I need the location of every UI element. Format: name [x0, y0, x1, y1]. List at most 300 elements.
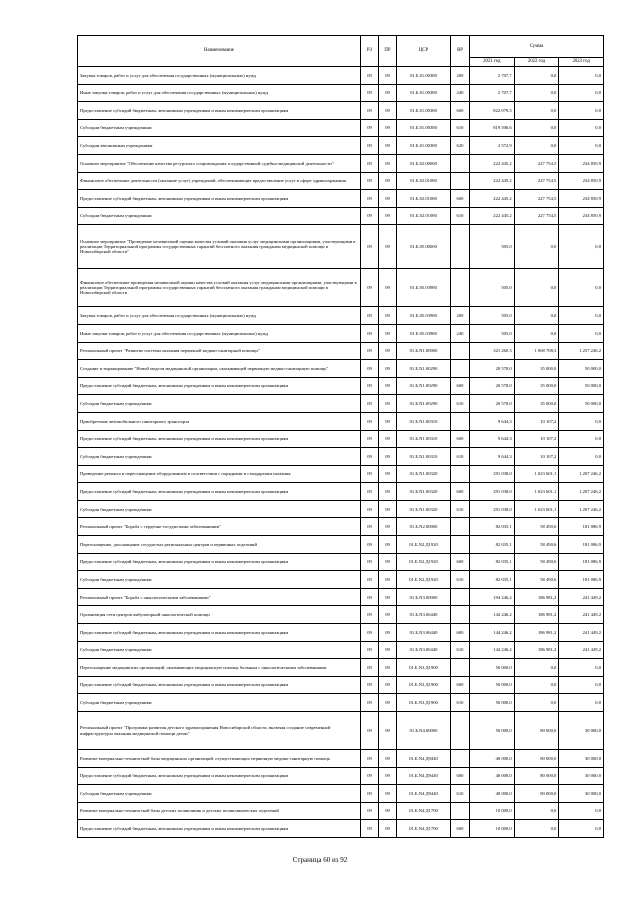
cell-rz: 09 — [361, 624, 379, 642]
cell-vr — [451, 518, 470, 536]
cell-sum-2023: 241 449,2 — [559, 606, 604, 624]
cell-vr — [451, 588, 470, 606]
cell-vr — [451, 465, 470, 483]
cell-sum-2021: 20 578,0 — [470, 395, 515, 413]
cell-csr: 01.Б.N3.Д1900 — [397, 694, 451, 712]
cell-sum-2023: 1 207 246,2 — [559, 500, 604, 518]
cell-vr: 240 — [451, 84, 470, 102]
cell-sum-2023: 50 000,0 — [559, 360, 604, 378]
cell-sum-2021: 144 246,2 — [470, 624, 515, 642]
cell-vr: 600 — [451, 483, 470, 501]
cell-rz: 09 — [361, 84, 379, 102]
cell-rz: 09 — [361, 483, 379, 501]
cell-sum-2022: 10 107,2 — [514, 412, 559, 430]
table-row — [78, 694, 604, 712]
cell-vr: 610 — [451, 119, 470, 137]
cell-name: Региональный проект "Борьба с сердечно-сосудистыми заболеваниями" — [78, 518, 361, 536]
cell-csr: 01.Б.N4.Д1700 — [397, 820, 451, 838]
cell-name: Субсидии бюджетным учреждениям — [78, 119, 361, 137]
cell-name: Субсидии бюджетным учреждениям — [78, 641, 361, 659]
table-row — [78, 412, 604, 430]
cell-sum-2023: 50 000,0 — [559, 395, 604, 413]
cell-vr: 610 — [451, 641, 470, 659]
cell-pr: 09 — [379, 676, 397, 694]
cell-sum-2021: 822 079,5 — [470, 102, 515, 120]
cell-sum-2023: 0,0 — [559, 324, 604, 342]
cell-sum-2021: 505,0 — [470, 269, 515, 307]
cell-pr: 09 — [379, 84, 397, 102]
cell-pr: 09 — [379, 536, 397, 554]
cell-pr: 09 — [379, 767, 397, 785]
cell-sum-2023: 0,0 — [559, 412, 604, 430]
cell-sum-2022: 10 107,2 — [514, 430, 559, 448]
cell-sum-2023: 0,0 — [559, 84, 604, 102]
cell-pr: 09 — [379, 154, 397, 172]
table-body — [78, 67, 604, 838]
cell-sum-2022: 0,0 — [514, 84, 559, 102]
cell-csr: 01.Б.02.00000 — [397, 154, 451, 172]
cell-sum-2023: 0,0 — [559, 67, 604, 85]
cell-csr: 01.Б.N1.00320 — [397, 483, 451, 501]
cell-sum-2021: 222 445,2 — [470, 190, 515, 208]
cell-csr: 01.Б.N1.00310 — [397, 412, 451, 430]
cell-sum-2022: 10 107,2 — [514, 448, 559, 466]
cell-sum-2022: 186 981,2 — [514, 606, 559, 624]
col-header-name: Наименование — [78, 36, 361, 67]
table-row — [78, 820, 604, 838]
table-row — [78, 624, 604, 642]
cell-rz: 09 — [361, 154, 379, 172]
cell-name: Субсидии бюджетным учреждениям — [78, 395, 361, 413]
cell-sum-2023: 0,0 — [559, 820, 604, 838]
cell-sum-2021: 82 035,1 — [470, 571, 515, 589]
cell-name: Региональный проект "Программа развития детского здравоохранения Новосибирской области, включая создание современной инфраструктуры оказания медицинской помощи детям" — [78, 712, 361, 750]
table-row — [78, 324, 604, 342]
cell-sum-2021: 50 000,0 — [470, 712, 515, 750]
cell-pr: 09 — [379, 500, 397, 518]
cell-sum-2023: 0,0 — [559, 269, 604, 307]
cell-sum-2023: 234 850,9 — [559, 172, 604, 190]
cell-pr: 09 — [379, 518, 397, 536]
cell-pr: 09 — [379, 712, 397, 750]
cell-rz: 09 — [361, 225, 379, 269]
cell-pr: 09 — [379, 360, 397, 378]
table-row — [78, 430, 604, 448]
cell-name: Предоставление субсидий бюджетным, автономным учреждениям и иным некоммерческим организациям — [78, 553, 361, 571]
cell-rz: 09 — [361, 465, 379, 483]
cell-rz: 09 — [361, 802, 379, 820]
budget-table — [77, 35, 604, 838]
table-row — [78, 571, 604, 589]
cell-rz: 09 — [361, 606, 379, 624]
cell-pr: 09 — [379, 190, 397, 208]
cell-vr: 610 — [451, 500, 470, 518]
cell-sum-2021: 10 000,0 — [470, 820, 515, 838]
budget-table-container — [77, 35, 604, 838]
cell-sum-2023: 0,0 — [559, 659, 604, 677]
cell-sum-2023: 0,0 — [559, 694, 604, 712]
cell-sum-2021: 2 707,7 — [470, 67, 515, 85]
cell-sum-2022: 80 000,0 — [514, 767, 559, 785]
cell-sum-2023: 30 000,0 — [559, 750, 604, 768]
cell-csr: 01.Б.N1.00290 — [397, 360, 451, 378]
cell-rz: 09 — [361, 102, 379, 120]
cell-csr: 01.Б.N4.Д1700 — [397, 802, 451, 820]
cell-vr — [451, 269, 470, 307]
table-row — [78, 606, 604, 624]
cell-vr — [451, 342, 470, 360]
cell-rz: 09 — [361, 767, 379, 785]
table-header — [78, 36, 604, 67]
cell-sum-2022: 35 000,0 — [514, 395, 559, 413]
cell-sum-2021: 50 000,0 — [470, 659, 515, 677]
table-row — [78, 448, 604, 466]
cell-sum-2022: 0,0 — [514, 269, 559, 307]
table-row — [78, 119, 604, 137]
cell-sum-2022: 227 754,5 — [514, 190, 559, 208]
cell-vr — [451, 712, 470, 750]
cell-csr: 01.Б.N4.Д9440 — [397, 767, 451, 785]
cell-sum-2023: 0,0 — [559, 430, 604, 448]
table-row — [78, 641, 604, 659]
cell-sum-2021: 10 000,0 — [470, 802, 515, 820]
cell-name: Проведение ремонта и переоснащение оборудованием в соответствии с порядками и стандартами оказания — [78, 465, 361, 483]
table-row — [78, 67, 604, 85]
cell-sum-2023: 0,0 — [559, 448, 604, 466]
cell-sum-2021: 9 644,3 — [470, 412, 515, 430]
cell-pr: 09 — [379, 483, 397, 501]
cell-sum-2022: 0,0 — [514, 324, 559, 342]
cell-rz: 09 — [361, 137, 379, 155]
cell-pr: 09 — [379, 102, 397, 120]
cell-sum-2023: 50 000,0 — [559, 377, 604, 395]
cell-sum-2022: 58 490,6 — [514, 518, 559, 536]
cell-sum-2023: 0,0 — [559, 307, 604, 325]
cell-sum-2021: 2 707,7 — [470, 84, 515, 102]
cell-pr: 09 — [379, 750, 397, 768]
cell-pr: 09 — [379, 553, 397, 571]
cell-sum-2022: 35 000,0 — [514, 377, 559, 395]
cell-vr — [451, 172, 470, 190]
cell-sum-2022: 1 068 708,3 — [514, 342, 559, 360]
cell-sum-2021: 144 246,2 — [470, 641, 515, 659]
cell-vr: 600 — [451, 553, 470, 571]
cell-csr: 01.Б.01.00380 — [397, 119, 451, 137]
cell-rz: 09 — [361, 518, 379, 536]
cell-sum-2022: 1 023 601,1 — [514, 500, 559, 518]
page-number: Страница 60 из 92 — [292, 856, 348, 864]
cell-vr — [451, 360, 470, 378]
cell-rz: 09 — [361, 785, 379, 803]
cell-rz: 09 — [361, 395, 379, 413]
cell-sum-2021: 291 038,0 — [470, 465, 515, 483]
cell-sum-2021: 40 000,0 — [470, 785, 515, 803]
cell-name: Финансовое обеспечение проведения независимой оценки качества условий оказания услуг медицинскими организациями, участвующими в реализации Территориальной программы государственных гарантий бесплатного оказания гражданам медицинской помощи в Новосибирской области — [78, 269, 361, 307]
cell-rz: 09 — [361, 119, 379, 137]
cell-csr: 01.Б.N2.Д1920 — [397, 536, 451, 554]
cell-name: Предоставление субсидий бюджетным, автономным учреждениям и иным некоммерческим организациям — [78, 377, 361, 395]
table-row — [78, 553, 604, 571]
col-header-pr: ПР — [379, 36, 397, 67]
cell-sum-2023: 181 086,9 — [559, 571, 604, 589]
cell-vr: 600 — [451, 767, 470, 785]
cell-sum-2023: 241 449,2 — [559, 641, 604, 659]
cell-sum-2022: 1 023 601,1 — [514, 483, 559, 501]
cell-name: Предоставление субсидий бюджетным, автономным учреждениям и иным некоммерческим организациям — [78, 102, 361, 120]
cell-sum-2022: 58 490,6 — [514, 571, 559, 589]
cell-pr: 09 — [379, 172, 397, 190]
cell-pr: 09 — [379, 624, 397, 642]
cell-sum-2022: 0,0 — [514, 102, 559, 120]
cell-sum-2021: 82 035,1 — [470, 553, 515, 571]
cell-pr: 09 — [379, 269, 397, 307]
cell-sum-2022: 227 754,5 — [514, 172, 559, 190]
cell-vr — [451, 659, 470, 677]
cell-vr: 620 — [451, 137, 470, 155]
cell-vr — [451, 225, 470, 269]
table-row — [78, 536, 604, 554]
cell-sum-2021: 9 644,3 — [470, 430, 515, 448]
cell-rz: 09 — [361, 500, 379, 518]
cell-rz: 09 — [361, 820, 379, 838]
cell-vr: 600 — [451, 102, 470, 120]
table-row — [78, 659, 604, 677]
cell-sum-2021: 20 578,0 — [470, 360, 515, 378]
cell-name: Иные закупки товаров, работ и услуг для обеспечения государственных (муниципальных) нужд — [78, 324, 361, 342]
cell-rz: 09 — [361, 448, 379, 466]
cell-sum-2023: 30 000,0 — [559, 712, 604, 750]
cell-sum-2021: 505,0 — [470, 307, 515, 325]
col-header-csr: ЦСР — [397, 36, 451, 67]
cell-rz: 09 — [361, 412, 379, 430]
cell-vr — [451, 536, 470, 554]
cell-sum-2022: 80 000,0 — [514, 785, 559, 803]
cell-vr — [451, 412, 470, 430]
cell-rz: 09 — [361, 553, 379, 571]
cell-rz: 09 — [361, 659, 379, 677]
cell-name: Региональный проект "Борьба с онкологическими заболеваниями" — [78, 588, 361, 606]
cell-sum-2022: 58 490,6 — [514, 553, 559, 571]
cell-pr: 09 — [379, 641, 397, 659]
cell-pr: 09 — [379, 659, 397, 677]
cell-csr: 01.Б.N1.00310 — [397, 448, 451, 466]
cell-sum-2022: 0,0 — [514, 802, 559, 820]
table-row — [78, 172, 604, 190]
cell-name: Предоставление субсидий бюджетным, автономным учреждениям и иным некоммерческим организациям — [78, 820, 361, 838]
cell-pr: 09 — [379, 67, 397, 85]
cell-vr: 610 — [451, 694, 470, 712]
cell-sum-2023: 0,0 — [559, 802, 604, 820]
cell-pr: 09 — [379, 377, 397, 395]
cell-name: Закупка товаров, работ и услуг для обеспечения государственных (муниципальных) нужд — [78, 67, 361, 85]
cell-name: Субсидии бюджетным учреждениям — [78, 571, 361, 589]
cell-rz: 09 — [361, 571, 379, 589]
cell-sum-2021: 50 000,0 — [470, 694, 515, 712]
cell-name: Субсидии бюджетным учреждениям — [78, 500, 361, 518]
cell-sum-2022: 80 000,0 — [514, 750, 559, 768]
cell-csr: 01.Б.N3.06440 — [397, 624, 451, 642]
cell-pr: 09 — [379, 395, 397, 413]
cell-csr: 01.Б.N4.00000 — [397, 712, 451, 750]
cell-rz: 09 — [361, 676, 379, 694]
cell-sum-2023: 0,0 — [559, 225, 604, 269]
table-row — [78, 137, 604, 155]
cell-name: Субсидии бюджетным учреждениям — [78, 785, 361, 803]
cell-vr: 600 — [451, 624, 470, 642]
cell-sum-2023: 1 207 246,2 — [559, 483, 604, 501]
cell-name: Закупка товаров, работ и услуг для обеспечения государственных (муниципальных) нужд — [78, 307, 361, 325]
cell-sum-2022: 35 000,0 — [514, 360, 559, 378]
table-row — [78, 269, 604, 307]
cell-pr: 09 — [379, 448, 397, 466]
cell-sum-2023: 181 086,9 — [559, 536, 604, 554]
table-row — [78, 483, 604, 501]
cell-rz: 09 — [361, 307, 379, 325]
cell-sum-2023: 234 850,9 — [559, 154, 604, 172]
table-row — [78, 377, 604, 395]
cell-pr: 09 — [379, 324, 397, 342]
cell-sum-2022: 186 981,2 — [514, 641, 559, 659]
cell-rz: 09 — [361, 377, 379, 395]
cell-pr: 09 — [379, 342, 397, 360]
cell-sum-2022: 0,0 — [514, 67, 559, 85]
cell-csr: 01.Б.N1.00320 — [397, 465, 451, 483]
cell-rz: 09 — [361, 67, 379, 85]
cell-sum-2023: 234 850,9 — [559, 207, 604, 225]
cell-sum-2023: 1 257 246,2 — [559, 342, 604, 360]
cell-pr: 09 — [379, 430, 397, 448]
cell-csr: 01.Б.05.03980 — [397, 269, 451, 307]
cell-vr: 240 — [451, 324, 470, 342]
cell-name: Создание и тиражирование "Новой модели медицинской организации, оказывающей первичную медико-санитарную помощь" — [78, 360, 361, 378]
cell-csr: 01.Б.N2.Д1920 — [397, 553, 451, 571]
cell-sum-2022: 0,0 — [514, 225, 559, 269]
cell-name: Предоставление субсидий бюджетным, автономным учреждениям и иным некоммерческим организациям — [78, 190, 361, 208]
cell-pr: 09 — [379, 694, 397, 712]
cell-sum-2023: 181 086,9 — [559, 553, 604, 571]
cell-sum-2022: 0,0 — [514, 694, 559, 712]
cell-vr — [451, 154, 470, 172]
cell-pr: 09 — [379, 606, 397, 624]
table-row — [78, 785, 604, 803]
cell-vr — [451, 606, 470, 624]
cell-csr: 01.Б.N2.00000 — [397, 518, 451, 536]
cell-vr: 610 — [451, 448, 470, 466]
cell-sum-2022: 0,0 — [514, 659, 559, 677]
cell-rz: 09 — [361, 430, 379, 448]
cell-pr: 09 — [379, 802, 397, 820]
cell-vr: 600 — [451, 190, 470, 208]
cell-csr: 01.Б.N4.Д9440 — [397, 785, 451, 803]
cell-rz: 09 — [361, 641, 379, 659]
col-header-2022: 2022 год — [514, 58, 559, 67]
cell-vr — [451, 750, 470, 768]
table-row — [78, 500, 604, 518]
cell-sum-2022: 227 754,5 — [514, 154, 559, 172]
col-header-rz: РЗ — [361, 36, 379, 67]
cell-name: Переоснащение медицинских организаций, оказывающих медицинскую помощь больным с онкологическими заболеваниями — [78, 659, 361, 677]
cell-csr: 01.Б.01.00380 — [397, 84, 451, 102]
cell-vr: 600 — [451, 430, 470, 448]
cell-vr: 610 — [451, 785, 470, 803]
cell-sum-2021: 9 644,3 — [470, 448, 515, 466]
cell-name: Развитие материально-технической базы медицинских организаций, осуществляющих первичную медико-санитарную помощь — [78, 750, 361, 768]
header-row-1 — [78, 36, 604, 58]
cell-name: Субсидии бюджетным учреждениям — [78, 448, 361, 466]
table-row — [78, 154, 604, 172]
cell-csr: 01.Б.N1.00000 — [397, 342, 451, 360]
cell-sum-2022: 0,0 — [514, 137, 559, 155]
cell-sum-2021: 321 260,3 — [470, 342, 515, 360]
cell-name: Приобретение автомобильного санитарного транспорта — [78, 412, 361, 430]
cell-sum-2022: 186 981,2 — [514, 588, 559, 606]
cell-name: Переоснащение, дооснащение сосудистых региональных центров и первичных отделений — [78, 536, 361, 554]
cell-rz: 09 — [361, 588, 379, 606]
cell-sum-2021: 194 246,2 — [470, 588, 515, 606]
table-row — [78, 676, 604, 694]
cell-csr: 01.Б.N1.00290 — [397, 395, 451, 413]
table-row — [78, 207, 604, 225]
table-row — [78, 395, 604, 413]
cell-pr: 09 — [379, 571, 397, 589]
cell-rz: 09 — [361, 207, 379, 225]
cell-name: Субсидии автономным учреждениям — [78, 137, 361, 155]
table-row — [78, 802, 604, 820]
cell-rz: 09 — [361, 172, 379, 190]
cell-rz: 09 — [361, 342, 379, 360]
cell-sum-2021: 505,0 — [470, 225, 515, 269]
col-header-2023: 2023 год — [559, 58, 604, 67]
cell-csr: 01.Б.N1.00290 — [397, 377, 451, 395]
cell-pr: 09 — [379, 225, 397, 269]
cell-name: Развитие материально-технической базы детских поликлиник и детских поликлинических отделений — [78, 802, 361, 820]
cell-name: Финансовое обеспечение деятельности (оказание услуг) учреждений, обеспечивающих предоставление услуг в сфере здравоохранения — [78, 172, 361, 190]
cell-sum-2022: 1 023 601,1 — [514, 465, 559, 483]
cell-csr: 01.Б.N3.06440 — [397, 641, 451, 659]
cell-sum-2022: 186 981,2 — [514, 624, 559, 642]
cell-name: Региональный проект "Развитие системы оказания первичной медико-санитарной помощи" — [78, 342, 361, 360]
cell-pr: 09 — [379, 119, 397, 137]
cell-rz: 09 — [361, 712, 379, 750]
table-row — [78, 190, 604, 208]
cell-sum-2021: 291 038,0 — [470, 500, 515, 518]
cell-sum-2021: 82 035,1 — [470, 536, 515, 554]
table-row — [78, 465, 604, 483]
col-header-vr: ВР — [451, 36, 470, 67]
cell-sum-2021: 144 246,2 — [470, 606, 515, 624]
cell-sum-2023: 1 207 246,2 — [559, 465, 604, 483]
cell-sum-2021: 40 000,0 — [470, 767, 515, 785]
cell-name: Предоставление субсидий бюджетным, автономным учреждениям и иным некоммерческим организациям — [78, 676, 361, 694]
col-header-2021: 2021 год — [470, 58, 515, 67]
cell-sum-2021: 40 000,0 — [470, 750, 515, 768]
cell-pr: 09 — [379, 588, 397, 606]
table-row — [78, 84, 604, 102]
cell-sum-2021: 505,0 — [470, 324, 515, 342]
cell-sum-2022: 0,0 — [514, 676, 559, 694]
cell-vr: 200 — [451, 67, 470, 85]
cell-rz: 09 — [361, 360, 379, 378]
table-row — [78, 750, 604, 768]
cell-vr: 600 — [451, 377, 470, 395]
cell-csr: 01.Б.02.01080 — [397, 190, 451, 208]
cell-pr: 09 — [379, 412, 397, 430]
cell-csr: 01.Б.02.01080 — [397, 172, 451, 190]
cell-name: Организация сети центров амбулаторной онкологической помощи — [78, 606, 361, 624]
cell-sum-2021: 291 038,0 — [470, 483, 515, 501]
cell-sum-2022: 0,0 — [514, 307, 559, 325]
cell-csr: 01.Б.N3.Д1900 — [397, 659, 451, 677]
